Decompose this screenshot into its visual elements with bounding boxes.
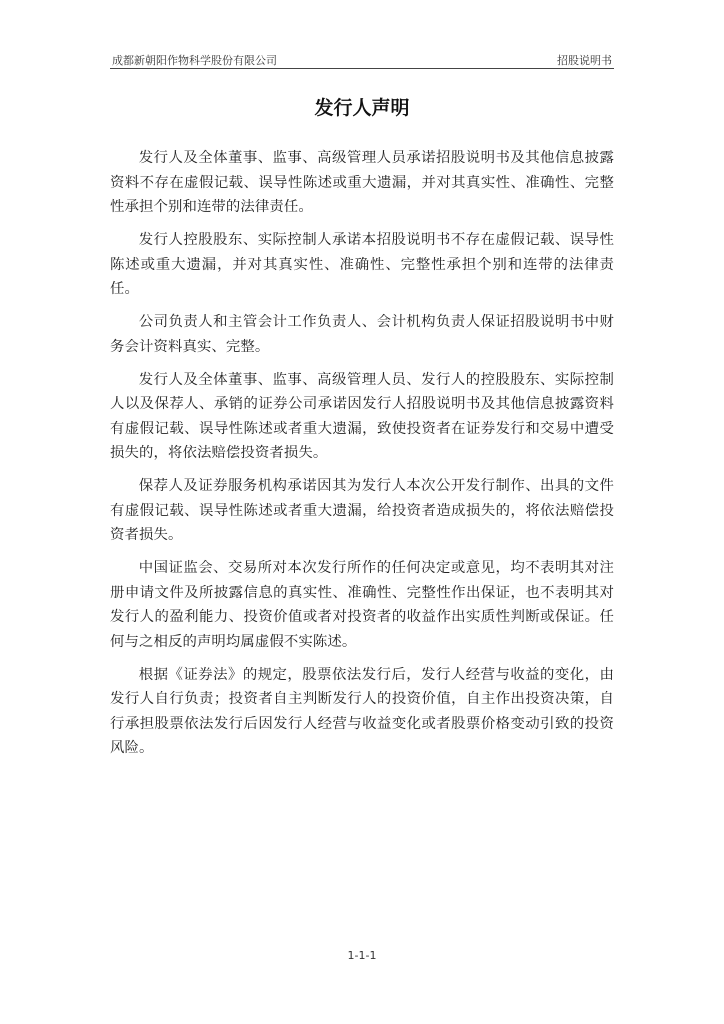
header-divider: [110, 68, 614, 69]
page-title: 发行人声明: [314, 97, 410, 119]
paragraph-4: 发行人及全体董事、监事、高级管理人员、发行人的控股股东、实际控制人以及保荐人、承销的证券公司承诺因发行人招股说明书及其他信息披露资料有虚假记载、误导性陈述或者重大遗漏，致使投资者在证券发行和交易中遭受损失的，将依法赔偿投资者损失。: [110, 371, 614, 461]
paragraph-2: 发行人控股股东、实际控制人承诺本招股说明书不存在虚假记载、误导性陈述或重大遗漏，并对其真实性、准确性、完整性承担个别和连带的法律责任。: [110, 232, 614, 297]
paragraph-3: 公司负责人和主管会计工作负责人、会计机构负责人保证招股说明书中财务会计资料真实、完整。: [110, 314, 614, 355]
paragraph-5: 保荐人及证券服务机构承诺因其为发行人本次公开发行制作、出具的文件有虚假记载、误导性陈述或者重大遗漏，给投资者造成损失的，将依法赔偿投资者损失。: [110, 478, 614, 543]
paragraph-7: 根据《证券法》的规定，股票依法发行后，发行人经营与收益的变化，由发行人自行负责；投资者自主判断发行人的投资价值，自主作出投资决策，自行承担股票依法发行后因发行人经营与收益变化或者股票价格变动引致的投资风险。: [110, 666, 614, 756]
declaration-body: [110, 146, 614, 769]
header-document-type: 招股说明书: [557, 54, 612, 67]
header-company-name: 成都新朝阳作物科学股份有限公司: [112, 54, 277, 67]
page-number: 1-1-1: [347, 949, 377, 962]
paragraph-1: 发行人及全体董事、监事、高级管理人员承诺招股说明书及其他信息披露资料不存在虚假记载、误导性陈述或重大遗漏，并对其真实性、准确性、完整性承担个别和连带的法律责任。: [110, 150, 614, 215]
paragraph-6: 中国证监会、交易所对本次发行所作的任何决定或意见，均不表明其对注册申请文件及所披露信息的真实性、准确性、完整性作出保证，也不表明其对发行人的盈利能力、投资价值或者对投资者的收益作出实质性判断或保证。任何与之相反的声明均属虚假不实陈述。: [110, 560, 614, 650]
